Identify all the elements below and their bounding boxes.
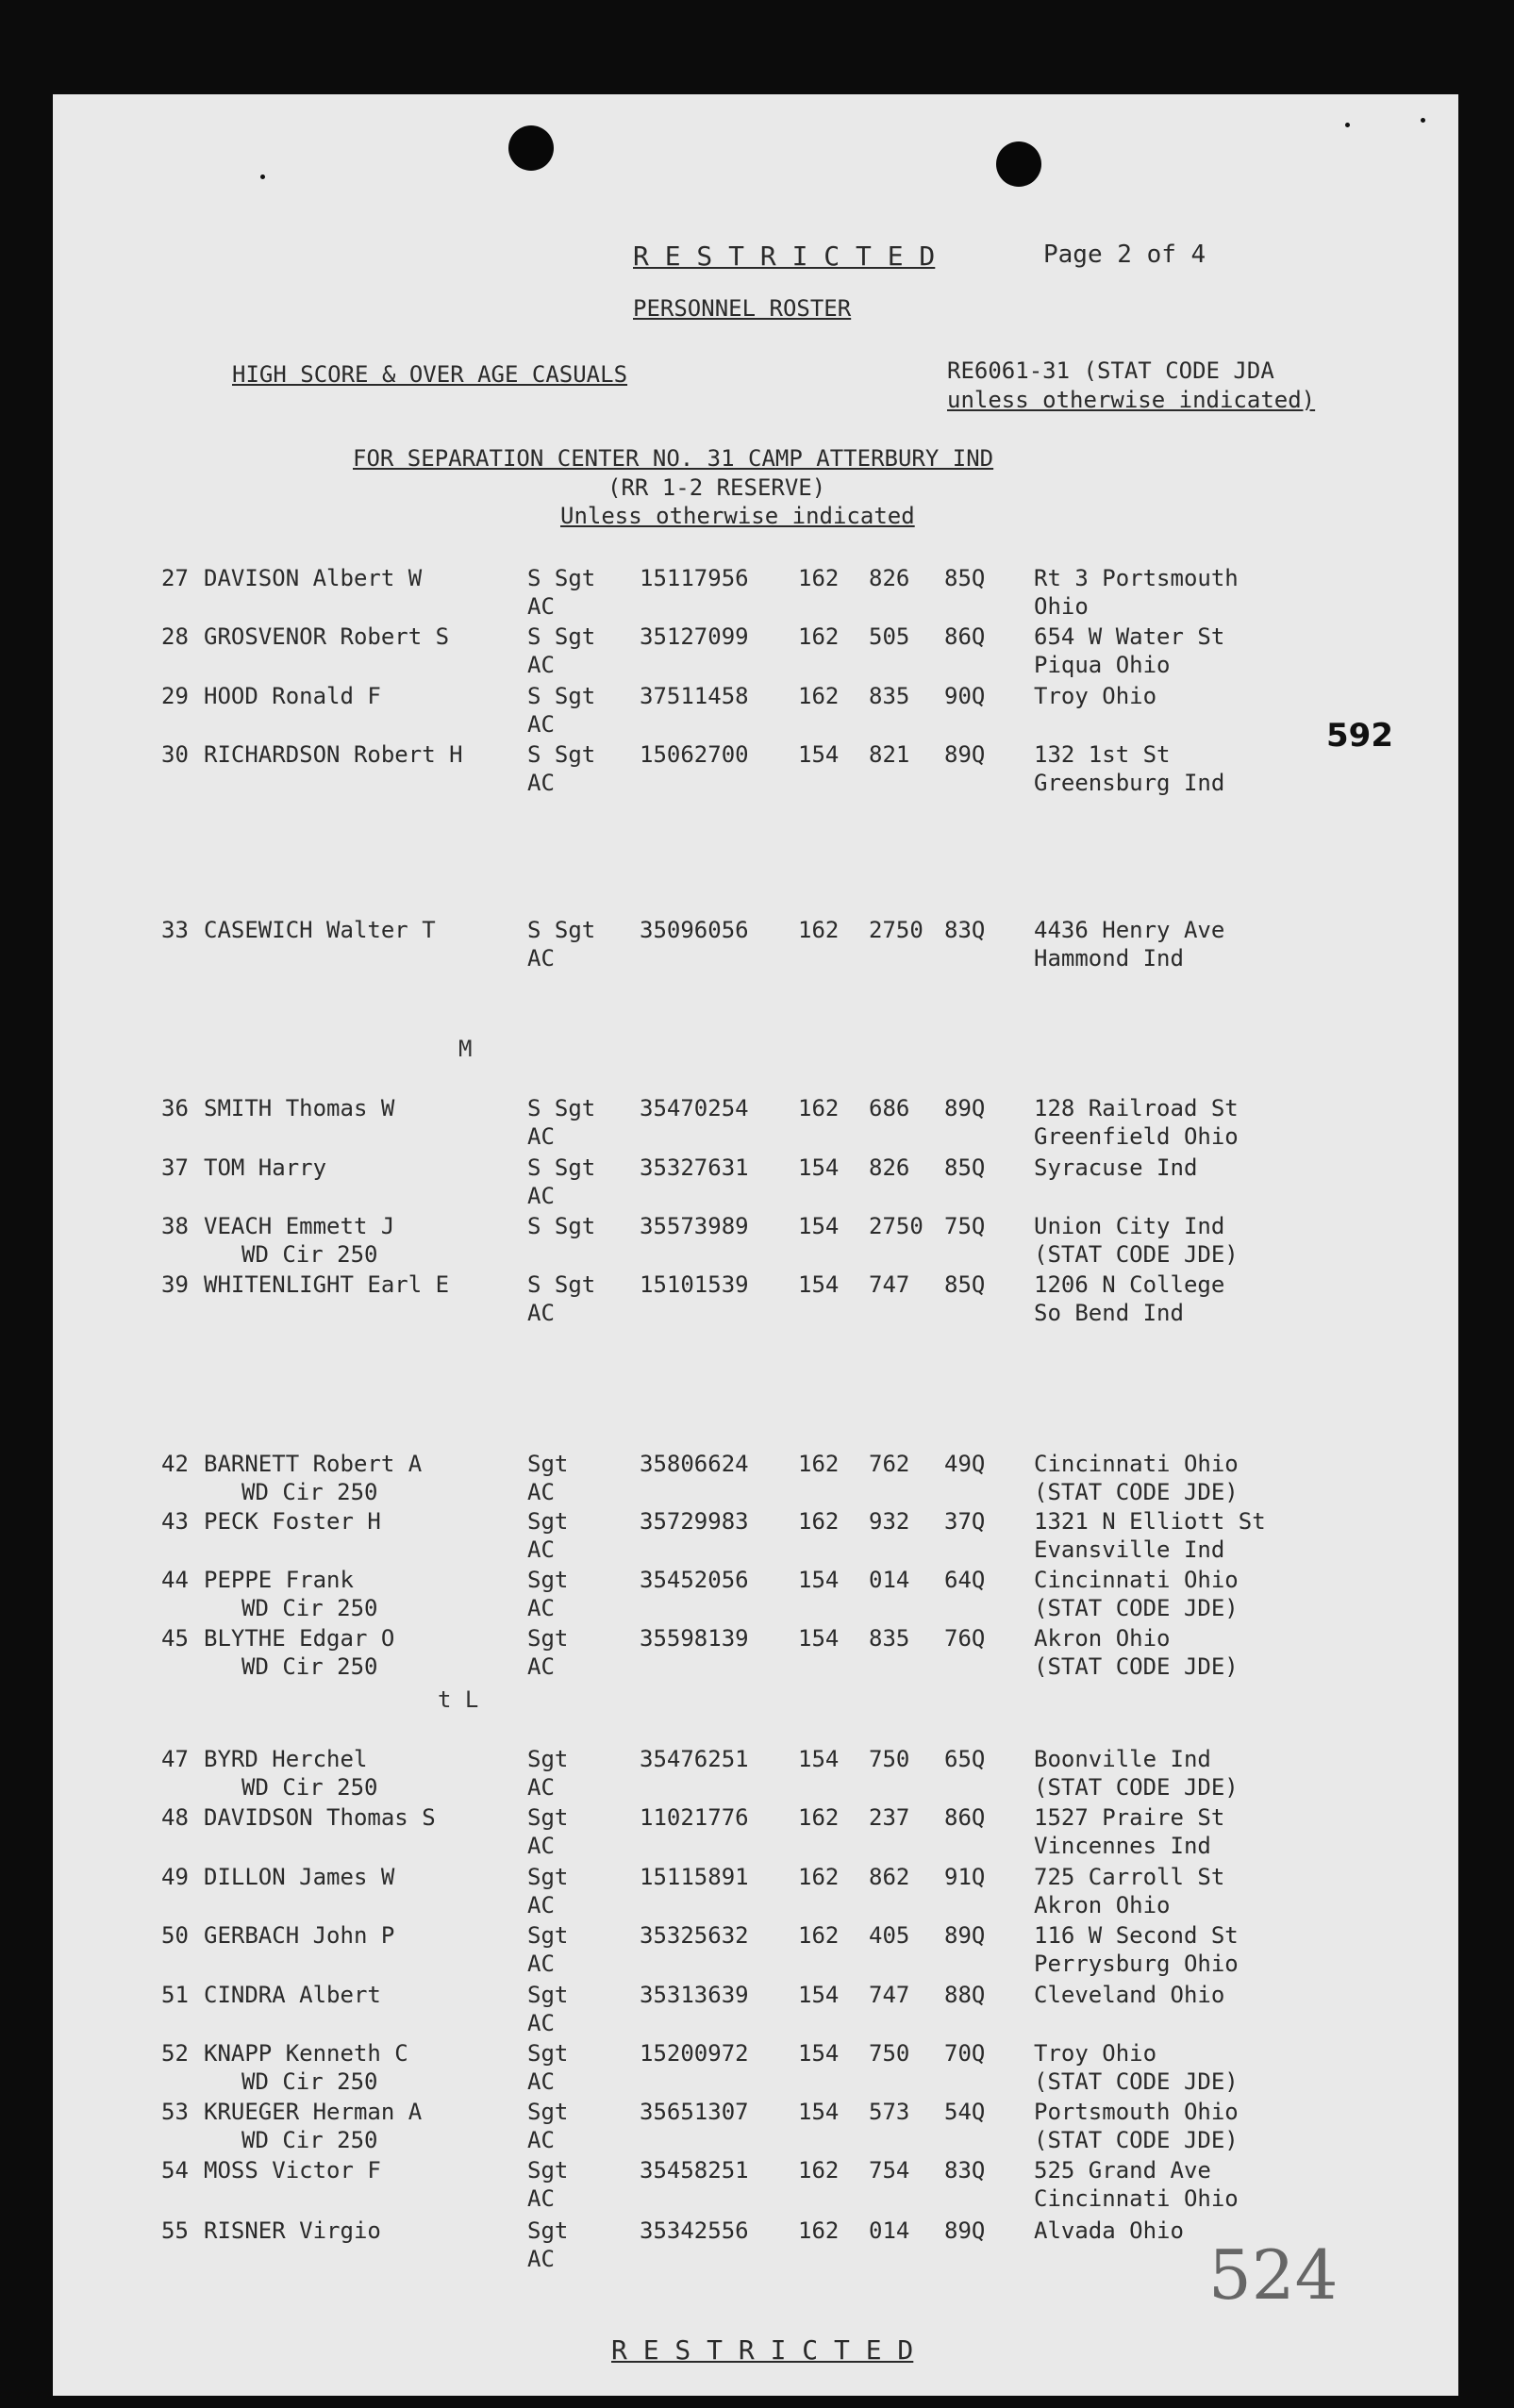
address-line-1: 116 W Second St bbox=[1034, 1922, 1239, 1949]
rank: Sgt bbox=[527, 1804, 569, 1831]
row-number: 50 bbox=[161, 1922, 189, 1949]
code-3: 90Q bbox=[944, 683, 986, 709]
row-number: 29 bbox=[161, 683, 189, 709]
code-3: 65Q bbox=[944, 1746, 986, 1772]
rank: S Sgt bbox=[527, 683, 596, 709]
branch: AC bbox=[527, 1833, 555, 1859]
address-line-1: Cincinnati Ohio bbox=[1034, 1451, 1239, 1477]
address-line-2: (STAT CODE JDE) bbox=[1034, 1653, 1239, 1680]
faint-text: M bbox=[458, 1036, 473, 1062]
address-line-2: (STAT CODE JDE) bbox=[1034, 1241, 1239, 1268]
code-1: 162 bbox=[798, 2157, 840, 2184]
serial-number: 37511458 bbox=[640, 683, 749, 709]
code-1: 154 bbox=[798, 741, 840, 768]
wd-circular: WD Cir 250 bbox=[241, 1653, 378, 1680]
branch: AC bbox=[527, 711, 555, 738]
code-1: 162 bbox=[798, 1508, 840, 1535]
rank: Sgt bbox=[527, 2157, 569, 2184]
soldier-name: BLYTHE Edgar O bbox=[204, 1625, 395, 1652]
row-number: 48 bbox=[161, 1804, 189, 1831]
serial-number: 35325632 bbox=[640, 1922, 749, 1949]
address-line-1: Cleveland Ohio bbox=[1034, 1982, 1225, 2008]
stamp-number: 592 bbox=[1326, 717, 1393, 755]
row-number: 28 bbox=[161, 623, 189, 650]
separation-line-2: (RR 1-2 RESERVE) bbox=[607, 474, 826, 501]
address-line-1: Portsmouth Ohio bbox=[1034, 2099, 1239, 2125]
branch: AC bbox=[527, 1892, 555, 1918]
separation-line-3: Unless otherwise indicated bbox=[560, 503, 915, 529]
speck bbox=[1345, 123, 1350, 127]
code-1: 162 bbox=[798, 1095, 840, 1121]
rank: Sgt bbox=[527, 1982, 569, 2008]
soldier-name: BARNETT Robert A bbox=[204, 1451, 423, 1477]
code-3: 49Q bbox=[944, 1451, 986, 1477]
soldier-name: WHITENLIGHT Earl E bbox=[204, 1271, 450, 1298]
address-line-2: So Bend Ind bbox=[1034, 1300, 1184, 1326]
row-number: 49 bbox=[161, 1864, 189, 1890]
code-1: 162 bbox=[798, 565, 840, 591]
address-line-2: (STAT CODE JDE) bbox=[1034, 1479, 1239, 1505]
code-1: 162 bbox=[798, 2217, 840, 2244]
code-1: 162 bbox=[798, 1922, 840, 1949]
address-line-1: Akron Ohio bbox=[1034, 1625, 1171, 1652]
code-3: 83Q bbox=[944, 917, 986, 943]
address-line-1: 128 Railroad St bbox=[1034, 1095, 1239, 1121]
soldier-name: DILLON James W bbox=[204, 1864, 395, 1890]
rank: S Sgt bbox=[527, 1271, 596, 1298]
serial-number: 35476251 bbox=[640, 1746, 749, 1772]
code-3: 83Q bbox=[944, 2157, 986, 2184]
address-line-1: 1321 N Elliott St bbox=[1034, 1508, 1266, 1535]
row-number: 45 bbox=[161, 1625, 189, 1652]
address-line-2: Cincinnati Ohio bbox=[1034, 2185, 1239, 2212]
code-2: 835 bbox=[869, 683, 910, 709]
serial-number: 15101539 bbox=[640, 1271, 749, 1298]
soldier-name: VEACH Emmett J bbox=[204, 1213, 395, 1239]
code-1: 154 bbox=[798, 2099, 840, 2125]
address-line-2: Vincennes Ind bbox=[1034, 1833, 1211, 1859]
branch: AC bbox=[527, 1774, 555, 1801]
serial-number: 35327631 bbox=[640, 1154, 749, 1181]
code-1: 162 bbox=[798, 1864, 840, 1890]
wd-circular: WD Cir 250 bbox=[241, 1241, 378, 1268]
code-1: 162 bbox=[798, 1804, 840, 1831]
serial-number: 35573989 bbox=[640, 1213, 749, 1239]
address-line-1: Troy Ohio bbox=[1034, 683, 1157, 709]
branch: AC bbox=[527, 2127, 555, 2153]
serial-number: 35470254 bbox=[640, 1095, 749, 1121]
rank: Sgt bbox=[527, 2099, 569, 2125]
page-number: Page 2 of 4 bbox=[1043, 241, 1206, 269]
address-line-2: (STAT CODE JDE) bbox=[1034, 2068, 1239, 2095]
branch: AC bbox=[527, 1536, 555, 1563]
serial-number: 35458251 bbox=[640, 2157, 749, 2184]
code-2: 754 bbox=[869, 2157, 910, 2184]
rank: Sgt bbox=[527, 1746, 569, 1772]
code-3: 86Q bbox=[944, 623, 986, 650]
code-3: 89Q bbox=[944, 741, 986, 768]
soldier-name: TOM Harry bbox=[204, 1154, 327, 1181]
code-3: 85Q bbox=[944, 1271, 986, 1298]
address-line-2: (STAT CODE JDE) bbox=[1034, 1595, 1239, 1621]
address-line-2: Greensburg Ind bbox=[1034, 770, 1225, 796]
soldier-name: PEPPE Frank bbox=[204, 1567, 354, 1593]
branch: AC bbox=[527, 1951, 555, 1977]
serial-number: 15117956 bbox=[640, 565, 749, 591]
row-number: 52 bbox=[161, 2040, 189, 2067]
code-3: 86Q bbox=[944, 1804, 986, 1831]
code-2: 862 bbox=[869, 1864, 910, 1890]
branch: AC bbox=[527, 770, 555, 796]
row-number: 27 bbox=[161, 565, 189, 591]
branch: AC bbox=[527, 1300, 555, 1326]
code-3: 91Q bbox=[944, 1864, 986, 1890]
address-line-1: 4436 Henry Ave bbox=[1034, 917, 1225, 943]
rank: Sgt bbox=[527, 2217, 569, 2244]
serial-number: 35651307 bbox=[640, 2099, 749, 2125]
soldier-name: GROSVENOR Robert S bbox=[204, 623, 450, 650]
code-2: 826 bbox=[869, 565, 910, 591]
faint-text: t L bbox=[438, 1686, 479, 1713]
code-2: 2750 bbox=[869, 1213, 923, 1239]
soldier-name: CINDRA Albert bbox=[204, 1982, 381, 2008]
rank: Sgt bbox=[527, 1567, 569, 1593]
handwritten-number: 524 bbox=[1208, 2235, 1339, 2315]
row-number: 43 bbox=[161, 1508, 189, 1535]
code-3: 88Q bbox=[944, 1982, 986, 2008]
rank: Sgt bbox=[527, 1864, 569, 1890]
code-3: 37Q bbox=[944, 1508, 986, 1535]
document-page bbox=[53, 94, 1458, 2396]
rank: Sgt bbox=[527, 1922, 569, 1949]
row-number: 36 bbox=[161, 1095, 189, 1121]
wd-circular: WD Cir 250 bbox=[241, 2068, 378, 2095]
code-1: 162 bbox=[798, 917, 840, 943]
soldier-name: MOSS Victor F bbox=[204, 2157, 381, 2184]
row-number: 54 bbox=[161, 2157, 189, 2184]
code-1: 162 bbox=[798, 1451, 840, 1477]
code-3: 54Q bbox=[944, 2099, 986, 2125]
code-2: 747 bbox=[869, 1982, 910, 2008]
rank: S Sgt bbox=[527, 1213, 596, 1239]
roster-title: PERSONNEL ROSTER bbox=[633, 295, 852, 322]
code-1: 154 bbox=[798, 1567, 840, 1593]
address-line-1: Syracuse Ind bbox=[1034, 1154, 1198, 1181]
soldier-name: RISNER Virgio bbox=[204, 2217, 381, 2244]
soldier-name: RICHARDSON Robert H bbox=[204, 741, 463, 768]
branch: AC bbox=[527, 652, 555, 678]
address-line-2: (STAT CODE JDE) bbox=[1034, 1774, 1239, 1801]
code-2: 762 bbox=[869, 1451, 910, 1477]
row-number: 55 bbox=[161, 2217, 189, 2244]
address-line-1: 1206 N College bbox=[1034, 1271, 1225, 1298]
rank: Sgt bbox=[527, 1451, 569, 1477]
code-2: 821 bbox=[869, 741, 910, 768]
code-1: 154 bbox=[798, 1271, 840, 1298]
code-2: 750 bbox=[869, 2040, 910, 2067]
address-line-1: Union City Ind bbox=[1034, 1213, 1225, 1239]
code-3: 85Q bbox=[944, 1154, 986, 1181]
code-1: 154 bbox=[798, 1213, 840, 1239]
code-3: 75Q bbox=[944, 1213, 986, 1239]
address-line-2: Perrysburg Ohio bbox=[1034, 1951, 1239, 1977]
address-line-2: Akron Ohio bbox=[1034, 1892, 1171, 1918]
branch: AC bbox=[527, 2185, 555, 2212]
rank: S Sgt bbox=[527, 1154, 596, 1181]
code-2: 686 bbox=[869, 1095, 910, 1121]
code-2: 405 bbox=[869, 1922, 910, 1949]
serial-number: 35452056 bbox=[640, 1567, 749, 1593]
classification-footer: R E S T R I C T E D bbox=[611, 2334, 914, 2366]
branch: AC bbox=[527, 593, 555, 620]
address-line-1: Troy Ohio bbox=[1034, 2040, 1157, 2067]
code-line-2: unless otherwise indicated) bbox=[947, 387, 1316, 413]
code-3: 70Q bbox=[944, 2040, 986, 2067]
separation-line-1: FOR SEPARATION CENTER NO. 31 CAMP ATTERBURY IND bbox=[353, 445, 994, 472]
serial-number: 35096056 bbox=[640, 917, 749, 943]
branch: AC bbox=[527, 2068, 555, 2095]
code-2: 237 bbox=[869, 1804, 910, 1831]
code-3: 89Q bbox=[944, 1922, 986, 1949]
group-title: HIGH SCORE & OVER AGE CASUALS bbox=[232, 361, 628, 388]
branch: AC bbox=[527, 1595, 555, 1621]
code-3: 89Q bbox=[944, 1095, 986, 1121]
code-2: 835 bbox=[869, 1625, 910, 1652]
code-3: 76Q bbox=[944, 1625, 986, 1652]
code-1: 154 bbox=[798, 2040, 840, 2067]
soldier-name: GERBACH John P bbox=[204, 1922, 395, 1949]
row-number: 39 bbox=[161, 1271, 189, 1298]
branch: AC bbox=[527, 1183, 555, 1209]
rank: S Sgt bbox=[527, 917, 596, 943]
code-1: 154 bbox=[798, 1746, 840, 1772]
code-2: 505 bbox=[869, 623, 910, 650]
rank: S Sgt bbox=[527, 741, 596, 768]
wd-circular: WD Cir 250 bbox=[241, 2127, 378, 2153]
code-1: 162 bbox=[798, 683, 840, 709]
address-line-2: Greenfield Ohio bbox=[1034, 1123, 1239, 1150]
soldier-name: DAVISON Albert W bbox=[204, 565, 423, 591]
soldier-name: SMITH Thomas W bbox=[204, 1095, 395, 1121]
code-2: 932 bbox=[869, 1508, 910, 1535]
serial-number: 15115891 bbox=[640, 1864, 749, 1890]
branch: AC bbox=[527, 1123, 555, 1150]
punch-hole bbox=[508, 125, 554, 171]
address-line-2: (STAT CODE JDE) bbox=[1034, 2127, 1239, 2153]
speck bbox=[1421, 118, 1425, 123]
address-line-1: Alvada Ohio bbox=[1034, 2217, 1184, 2244]
soldier-name: BYRD Herchel bbox=[204, 1746, 368, 1772]
serial-number: 35729983 bbox=[640, 1508, 749, 1535]
address-line-1: 654 W Water St bbox=[1034, 623, 1225, 650]
row-number: 47 bbox=[161, 1746, 189, 1772]
code-1: 162 bbox=[798, 623, 840, 650]
address-line-1: 725 Carroll St bbox=[1034, 1864, 1225, 1890]
address-line-1: Boonville Ind bbox=[1034, 1746, 1211, 1772]
serial-number: 35127099 bbox=[640, 623, 749, 650]
address-line-1: 132 1st St bbox=[1034, 741, 1171, 768]
address-line-2: Hammond Ind bbox=[1034, 945, 1184, 972]
branch: AC bbox=[527, 1653, 555, 1680]
row-number: 38 bbox=[161, 1213, 189, 1239]
branch: AC bbox=[527, 2010, 555, 2036]
code-2: 826 bbox=[869, 1154, 910, 1181]
soldier-name: DAVIDSON Thomas S bbox=[204, 1804, 436, 1831]
rank: Sgt bbox=[527, 2040, 569, 2067]
row-number: 42 bbox=[161, 1451, 189, 1477]
rank: S Sgt bbox=[527, 623, 596, 650]
code-2: 2750 bbox=[869, 917, 923, 943]
address-line-2: Ohio bbox=[1034, 593, 1089, 620]
code-2: 573 bbox=[869, 2099, 910, 2125]
classification-header: R E S T R I C T E D bbox=[633, 241, 936, 272]
address-line-1: 525 Grand Ave bbox=[1034, 2157, 1211, 2184]
address-line-2: Piqua Ohio bbox=[1034, 652, 1171, 678]
code-2: 747 bbox=[869, 1271, 910, 1298]
serial-number: 11021776 bbox=[640, 1804, 749, 1831]
rank: Sgt bbox=[527, 1625, 569, 1652]
wd-circular: WD Cir 250 bbox=[241, 1479, 378, 1505]
address-line-1: Cincinnati Ohio bbox=[1034, 1567, 1239, 1593]
code-1: 154 bbox=[798, 1625, 840, 1652]
code-2: 014 bbox=[869, 2217, 910, 2244]
code-1: 154 bbox=[798, 1982, 840, 2008]
speck bbox=[260, 174, 265, 179]
soldier-name: HOOD Ronald F bbox=[204, 683, 381, 709]
code-2: 014 bbox=[869, 1567, 910, 1593]
code-3: 85Q bbox=[944, 565, 986, 591]
code-1: 154 bbox=[798, 1154, 840, 1181]
address-line-1: Rt 3 Portsmouth bbox=[1034, 565, 1239, 591]
address-line-1: 1527 Praire St bbox=[1034, 1804, 1225, 1831]
row-number: 44 bbox=[161, 1567, 189, 1593]
code-3: 89Q bbox=[944, 2217, 986, 2244]
rank: Sgt bbox=[527, 1508, 569, 1535]
soldier-name: KNAPP Kenneth C bbox=[204, 2040, 408, 2067]
serial-number: 35313639 bbox=[640, 1982, 749, 2008]
address-line-2: Evansville Ind bbox=[1034, 1536, 1225, 1563]
wd-circular: WD Cir 250 bbox=[241, 1595, 378, 1621]
soldier-name: KRUEGER Herman A bbox=[204, 2099, 423, 2125]
serial-number: 15062700 bbox=[640, 741, 749, 768]
code-3: 64Q bbox=[944, 1567, 986, 1593]
rank: S Sgt bbox=[527, 1095, 596, 1121]
serial-number: 15200972 bbox=[640, 2040, 749, 2067]
row-number: 53 bbox=[161, 2099, 189, 2125]
serial-number: 35806624 bbox=[640, 1451, 749, 1477]
rank: S Sgt bbox=[527, 565, 596, 591]
branch: AC bbox=[527, 945, 555, 972]
serial-number: 35342556 bbox=[640, 2217, 749, 2244]
serial-number: 35598139 bbox=[640, 1625, 749, 1652]
branch: AC bbox=[527, 2246, 555, 2272]
soldier-name: CASEWICH Walter T bbox=[204, 917, 436, 943]
row-number: 30 bbox=[161, 741, 189, 768]
punch-hole bbox=[996, 141, 1041, 187]
wd-circular: WD Cir 250 bbox=[241, 1774, 378, 1801]
row-number: 33 bbox=[161, 917, 189, 943]
row-number: 51 bbox=[161, 1982, 189, 2008]
branch: AC bbox=[527, 1479, 555, 1505]
code-line-1: RE6061-31 (STAT CODE JDA bbox=[947, 357, 1274, 384]
row-number: 37 bbox=[161, 1154, 189, 1181]
soldier-name: PECK Foster H bbox=[204, 1508, 381, 1535]
code-2: 750 bbox=[869, 1746, 910, 1772]
